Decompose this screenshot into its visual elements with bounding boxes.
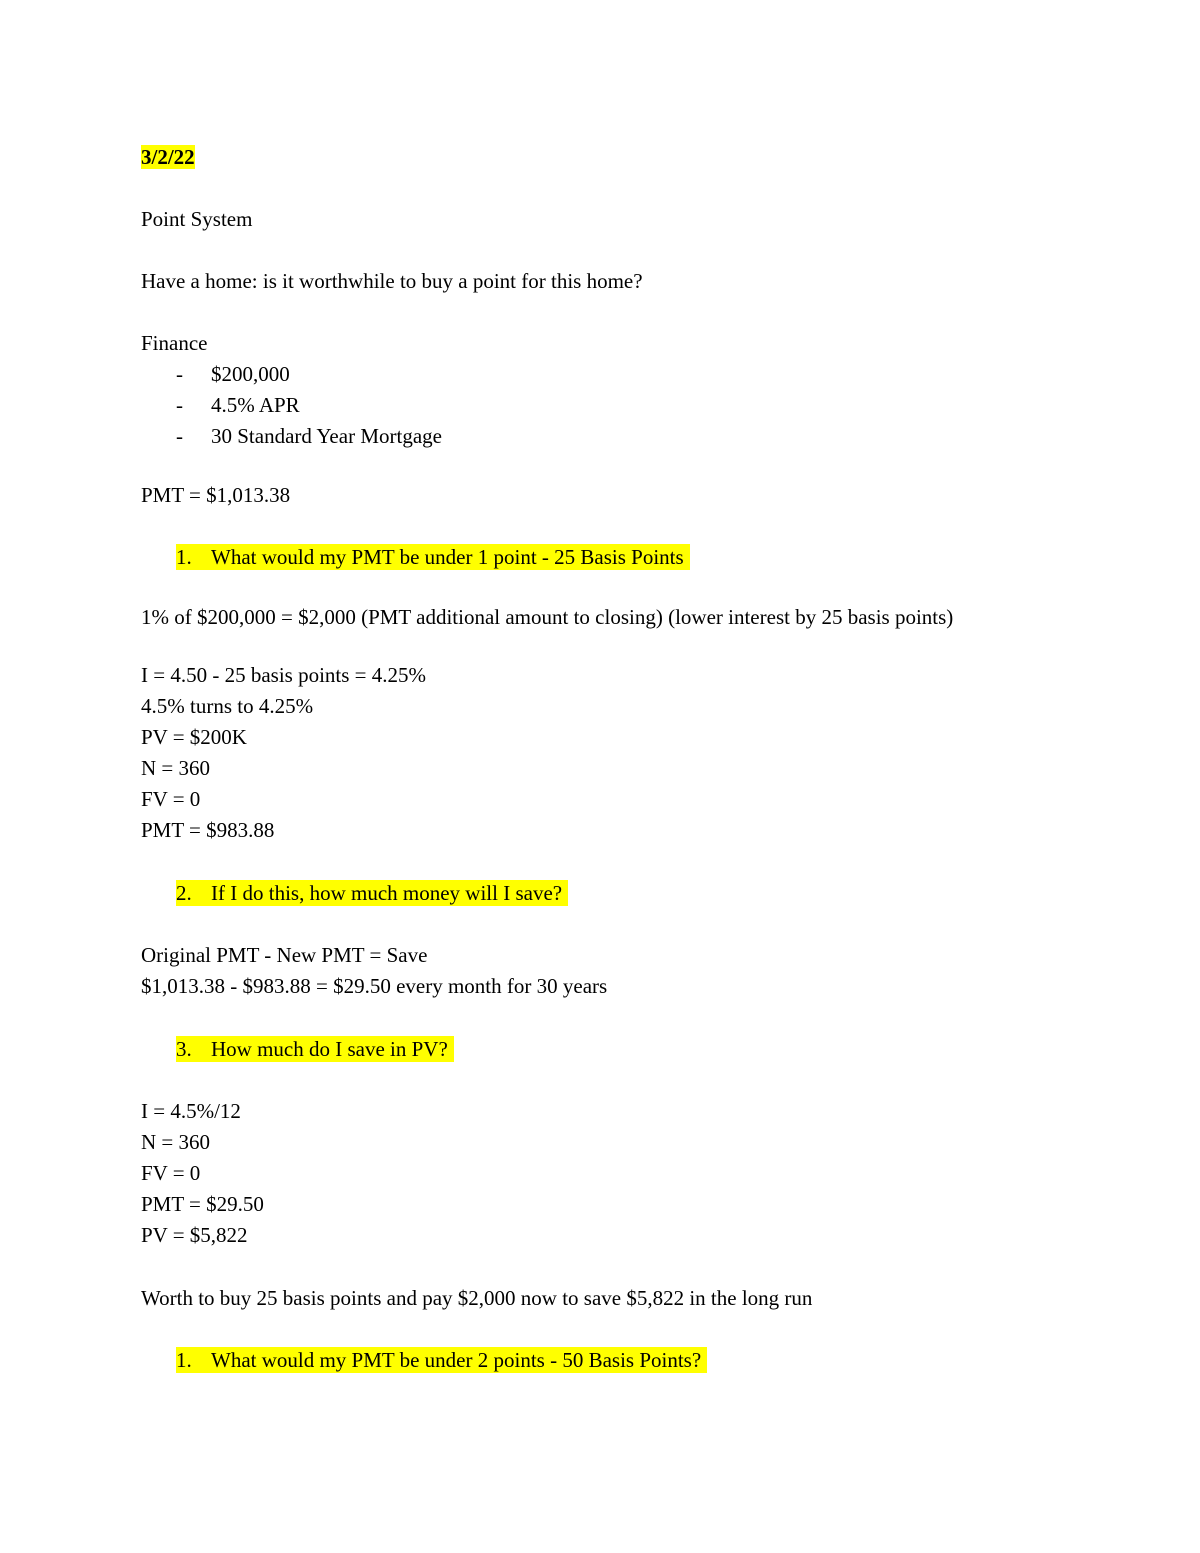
- calc-line: FV = 0: [141, 787, 201, 811]
- calc-line: N = 360: [141, 756, 211, 780]
- finance-heading: Finance: [141, 331, 208, 355]
- savings-line: $1,013.38 - $983.88 = $29.50 every month for 30 years: [141, 974, 608, 998]
- question-number: 2.: [176, 881, 192, 905]
- question-text: How much do I save in PV?: [211, 1037, 448, 1061]
- calc-line: FV = 0: [141, 1161, 201, 1185]
- note-date: [141, 144, 195, 170]
- bullet-dash: -: [176, 393, 183, 417]
- finance-bullet-apr: 4.5% APR: [211, 393, 300, 417]
- question-number: 3.: [176, 1037, 192, 1061]
- question-3-highlight: [176, 1036, 454, 1062]
- calc-line: PV = $5,822: [141, 1223, 248, 1247]
- question-text: What would my PMT be under 2 points - 50 Basis Points?: [211, 1348, 702, 1372]
- calc-line: I = 4.50 - 25 basis points = 4.25%: [141, 663, 427, 687]
- bullet-dash: -: [176, 424, 183, 448]
- question-1-highlight: [176, 544, 690, 570]
- pmt-line: PMT = $1,013.38: [141, 483, 291, 507]
- bullet-dash: -: [176, 362, 183, 386]
- date-highlight: 3/2/22: [141, 145, 195, 169]
- savings-line: Original PMT - New PMT = Save: [141, 943, 428, 967]
- finance-bullet-amount: $200,000: [211, 362, 290, 386]
- calc-line: N = 360: [141, 1130, 211, 1154]
- closing-cost-line: 1% of $200,000 = $2,000 (PMT additional amount to closing) (lower interest by 25 basis points): [141, 605, 954, 629]
- question-number: 1.: [176, 545, 192, 569]
- question-2-highlight: [176, 880, 568, 906]
- calc-line: PMT = $983.88: [141, 818, 275, 842]
- question-number: 1.: [176, 1348, 192, 1372]
- calc-line: PV = $200K: [141, 725, 247, 749]
- question-text: What would my PMT be under 1 point - 25 Basis Points: [211, 545, 684, 569]
- question-4-highlight: [176, 1347, 707, 1373]
- note-title: Point System: [141, 207, 253, 231]
- question-text: If I do this, how much money will I save?: [211, 881, 563, 905]
- calc-line: 4.5% turns to 4.25%: [141, 694, 314, 718]
- conclusion-line: Worth to buy 25 basis points and pay $2,000 now to save $5,822 in the long run: [141, 1286, 813, 1310]
- question-line: Have a home: is it worthwhile to buy a point for this home?: [141, 269, 643, 293]
- calc-line: PMT = $29.50: [141, 1192, 264, 1216]
- calc-line: I = 4.5%/12: [141, 1099, 241, 1123]
- finance-bullet-term: 30 Standard Year Mortgage: [211, 424, 442, 448]
